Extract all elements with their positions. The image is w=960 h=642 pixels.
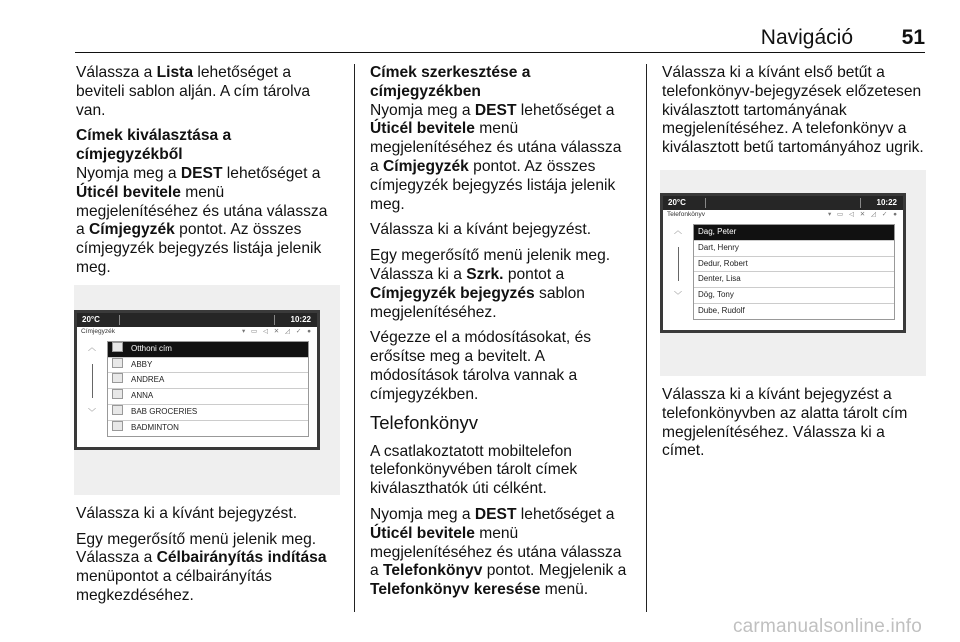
status-icons: ▾ ▭ ◁ ✕ ◿ ✓ ● xyxy=(241,327,313,335)
list-item[interactable]: Dart, Henry xyxy=(694,241,894,257)
screenshot-address-book xyxy=(74,285,340,495)
paragraph: Nyomja meg a DEST lehetőséget a Úticél bevitele menü megjelenítéséhez és utána válassza a Címjegyzék pontot. Az összes címjegyzék bejegyzés listája jelenik meg. xyxy=(370,101,622,213)
paragraph: Egy megerősítő menü jelenik meg. Válassza a Célbairányítás indítása menüpontot a célbairányítás megkezdéséhez. xyxy=(76,530,327,604)
status-icons: ▾ ▭ ◁ ✕ ◿ ✓ ● xyxy=(827,210,899,218)
screen-subtitle-bar xyxy=(663,210,903,220)
paragraph: Végezze el a módosításokat, és erősítse meg a bevitelt. A módosítások tárolva vannak a címjegyzékben. xyxy=(370,329,592,403)
phonebook-list xyxy=(693,224,895,320)
column-2 xyxy=(370,64,632,607)
home-icon xyxy=(112,342,123,352)
column-1 xyxy=(76,64,338,613)
column-3 xyxy=(662,64,924,468)
scroll-down-icon[interactable]: ﹀ xyxy=(88,407,96,417)
section-heading: Címek szerkesztése a címjegyzékben xyxy=(370,64,531,100)
screen-subtitle: Telefonkönyv xyxy=(667,210,705,218)
scrollbar[interactable] xyxy=(87,339,97,423)
scroll-up-icon[interactable]: ︿ xyxy=(674,225,682,235)
temperature: 20°C xyxy=(82,314,100,324)
watermark: carmanualsonline.info xyxy=(732,616,922,637)
scroll-up-icon[interactable]: ︿ xyxy=(88,342,96,352)
paragraph: A csatlakoztatott mobiltelefon telefonkönyvében tárolt címek kiválaszthatók úti célként. xyxy=(370,442,578,498)
list-item[interactable]: Dög, Tony xyxy=(694,288,894,304)
contact-icon xyxy=(112,358,123,368)
infotainment-screen xyxy=(660,193,906,333)
clock: 10:22 xyxy=(876,197,897,207)
column-divider-2 xyxy=(646,64,647,612)
contact-icon xyxy=(112,389,123,399)
page-header xyxy=(75,22,925,53)
scrollbar[interactable] xyxy=(673,222,683,306)
screen-subtitle: Címjegyzék xyxy=(81,327,115,335)
status-bar xyxy=(77,313,317,327)
list-item[interactable]: ANNA xyxy=(108,389,308,405)
contact-icon xyxy=(112,421,123,431)
list-item[interactable]: BAB GROCERIES xyxy=(108,405,308,421)
clock: 10:22 xyxy=(290,314,311,324)
temperature: 20°C xyxy=(668,197,686,207)
paragraph: Válassza a Lista lehetőséget a beviteli sablon alján. A cím tárolva van. xyxy=(76,64,311,119)
paragraph: Nyomja meg a DEST lehetőséget a Úticél bevitele menü megjelenítéséhez és utána válassza a Címjegyzék pontot. Az összes címjegyzék bejegyzés listája jelenik meg. xyxy=(76,164,328,276)
status-bar xyxy=(663,196,903,210)
page-number: 51 xyxy=(901,26,925,49)
list-item[interactable]: Otthoni cím xyxy=(108,342,308,358)
infotainment-screen xyxy=(74,310,320,450)
screen-subtitle-bar xyxy=(77,327,317,337)
paragraph: Válassza ki a kívánt bejegyzést a telefonkönyvben az alatta tárolt cím megjelenítéséhez. Válassza ki a címet. xyxy=(662,385,908,460)
paragraph: Válassza ki a kívánt bejegyzést. xyxy=(370,221,592,239)
poi-icon xyxy=(112,405,123,415)
list-item[interactable]: ANDREA xyxy=(108,373,308,389)
list-item[interactable]: ABBY xyxy=(108,358,308,374)
page-title: Navigáció xyxy=(760,26,853,49)
list-item[interactable]: Dedur, Robert xyxy=(694,257,894,273)
screenshot-phonebook xyxy=(660,170,926,376)
list-item[interactable]: Dag, Peter xyxy=(694,225,894,241)
section-heading: Címek kiválasztása a címjegyzékből xyxy=(76,127,232,164)
list-item[interactable]: Denter, Lisa xyxy=(694,272,894,288)
column-divider-1 xyxy=(354,64,355,612)
paragraph: Egy megerősítő menü jelenik meg. Válassza ki a Szrk. pontot a Címjegyzék bejegyzés sablon megjelenítéséhez. xyxy=(370,247,611,321)
paragraph: Válassza ki a kívánt bejegyzést. xyxy=(76,504,298,522)
list-item[interactable]: Dube, Rudolf xyxy=(698,305,745,315)
address-list xyxy=(107,341,309,437)
paragraph: Nyomja meg a DEST lehetőséget a Úticél bevitele menü megjelenítéséhez és utána válassza a Telefonkönyv pontot. Megjelenik a Telefonkönyv keresése menü. xyxy=(370,505,627,599)
section-heading: Telefonkönyv xyxy=(370,411,478,433)
scroll-down-icon[interactable]: ﹀ xyxy=(674,290,682,300)
paragraph: Válassza ki a kívánt első betűt a telefonkönyv-bejegyzések előzetesen kiválasztott tartományának megjelenítéséhez. A telefonkönyv a kiválasztott betű tartományához ugrik. xyxy=(662,64,924,157)
list-item[interactable]: BADMINTON xyxy=(108,421,308,436)
contact-icon xyxy=(112,373,123,383)
